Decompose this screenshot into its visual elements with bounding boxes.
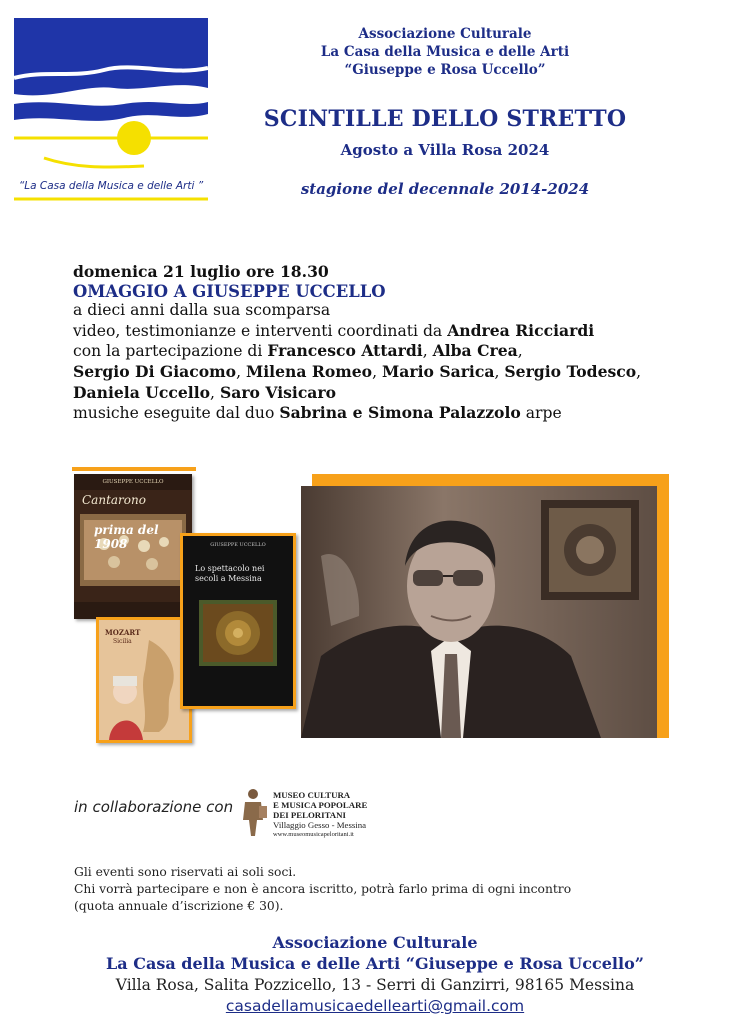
- book-author: GIUSEPPE UCCELLO: [210, 542, 266, 548]
- participant: Francesco Attardi: [267, 341, 423, 361]
- participant: Sergio Di Giacomo: [73, 361, 237, 381]
- notes-line: Gli eventi sono riservati ai soli soci.: [74, 865, 297, 879]
- event-date: domenica 21 luglio ore 18.30: [73, 262, 329, 281]
- separator: ,: [236, 362, 246, 381]
- association-dedication: “Giuseppe e Rosa Uccello”: [344, 62, 546, 78]
- footer-association-name: La Casa della Musica e delle Arti “Giuseppe e Rosa Uccello”: [106, 954, 644, 973]
- collaboration-label: in collaborazione con: [74, 798, 234, 816]
- notes-line: Chi vorrà partecipare e non è ancora iscritto, potrà farlo prima di ogni incontro: [74, 882, 572, 896]
- museum-logo: [237, 786, 269, 838]
- participant: Alba Crea: [432, 341, 518, 361]
- footer-address: Villa Rosa, Salita Pozzicello, 13 - Serri di Ganzirri, 98165 Messina: [115, 976, 635, 994]
- orange-accent-bar: [312, 474, 669, 486]
- participant: Sergio Todesco: [504, 361, 637, 381]
- footer: [60, 932, 690, 1016]
- page-title: SCINTILLE DELLO STRETTO: [263, 106, 627, 132]
- notes-line: (quota annuale d’iscrizione € 30).: [74, 899, 284, 913]
- participants-line-2: [73, 362, 713, 383]
- book-cover-cantarono: [74, 474, 192, 619]
- participant: Mario Sarica: [382, 361, 495, 381]
- book-author: GIUSEPPE UCCELLO: [102, 479, 164, 485]
- separator: ,: [636, 362, 642, 381]
- music-line: [73, 403, 713, 424]
- book-title: MOZART: [105, 628, 141, 637]
- book-title: Lo spettacolo nei secoli a Messina: [195, 564, 265, 583]
- event-coordinator-line: [73, 321, 713, 342]
- logo-caption: “La Casa della Musica e delle Arti ”: [18, 180, 204, 192]
- book-cover-spettacolo: [180, 533, 296, 709]
- participant: Daniela Uccello: [73, 382, 211, 402]
- book-subtitle: prima del 1908: [94, 523, 159, 551]
- museum-name-block: [273, 790, 367, 840]
- music-instrument: arpe: [520, 404, 562, 423]
- separator: ,: [494, 362, 505, 381]
- book-title: Cantarono: [82, 493, 146, 507]
- coordinator-intro: video, testimonianze e interventi coordinati da: [73, 321, 448, 340]
- membership-notes: [74, 864, 714, 915]
- participants-intro: con la partecipazione di: [73, 342, 268, 361]
- participants-line-1: [73, 341, 713, 362]
- participants-line-3: [73, 383, 713, 404]
- orange-accent-bar: [657, 474, 669, 738]
- participant: Milena Romeo: [246, 361, 373, 381]
- museum-name: E MUSICA POPOLARE: [273, 800, 368, 810]
- footer-association: Associazione Culturale: [272, 933, 478, 952]
- separator: ,: [210, 383, 220, 402]
- page-subtitle: Agosto a Villa Rosa 2024: [340, 141, 550, 159]
- orange-accent-bar: [72, 467, 196, 471]
- event-details: [73, 262, 713, 424]
- season-label: stagione del decennale 2014-2024: [300, 180, 590, 198]
- association-house: La Casa della Musica e delle Arti: [320, 44, 570, 60]
- separator: ,: [422, 342, 433, 361]
- portrait-photo: [301, 486, 657, 738]
- music-intro: musiche eseguite dal duo: [73, 404, 280, 423]
- museum-url: www.museomusicapeloritani.it: [273, 831, 354, 838]
- association-name: Associazione Culturale: [358, 26, 532, 42]
- book-cover-mozart: [96, 617, 192, 743]
- museum-name: DEI PELORITANI: [273, 810, 346, 820]
- association-header: [230, 25, 660, 79]
- museum-location: Villaggio Gesso - Messina: [273, 820, 367, 830]
- museum-name: MUSEO CULTURA: [273, 790, 351, 800]
- association-logo: [14, 18, 208, 204]
- event-occasion: a dieci anni dalla sua scomparsa: [73, 301, 331, 320]
- participant: Saro Visicaro: [219, 382, 337, 402]
- separator: ,: [372, 362, 383, 381]
- harp-duo: Sabrina e Simona Palazzolo: [279, 403, 521, 423]
- footer-email-link[interactable]: casadellamusicaedellearti@gmail.com: [225, 997, 525, 1015]
- separator: ,: [517, 342, 523, 361]
- event-title: OMAGGIO A GIUSEPPE UCCELLO: [73, 281, 386, 301]
- book-subtitle: Sicilia: [113, 638, 132, 645]
- coordinator-name: Andrea Ricciardi: [447, 320, 595, 340]
